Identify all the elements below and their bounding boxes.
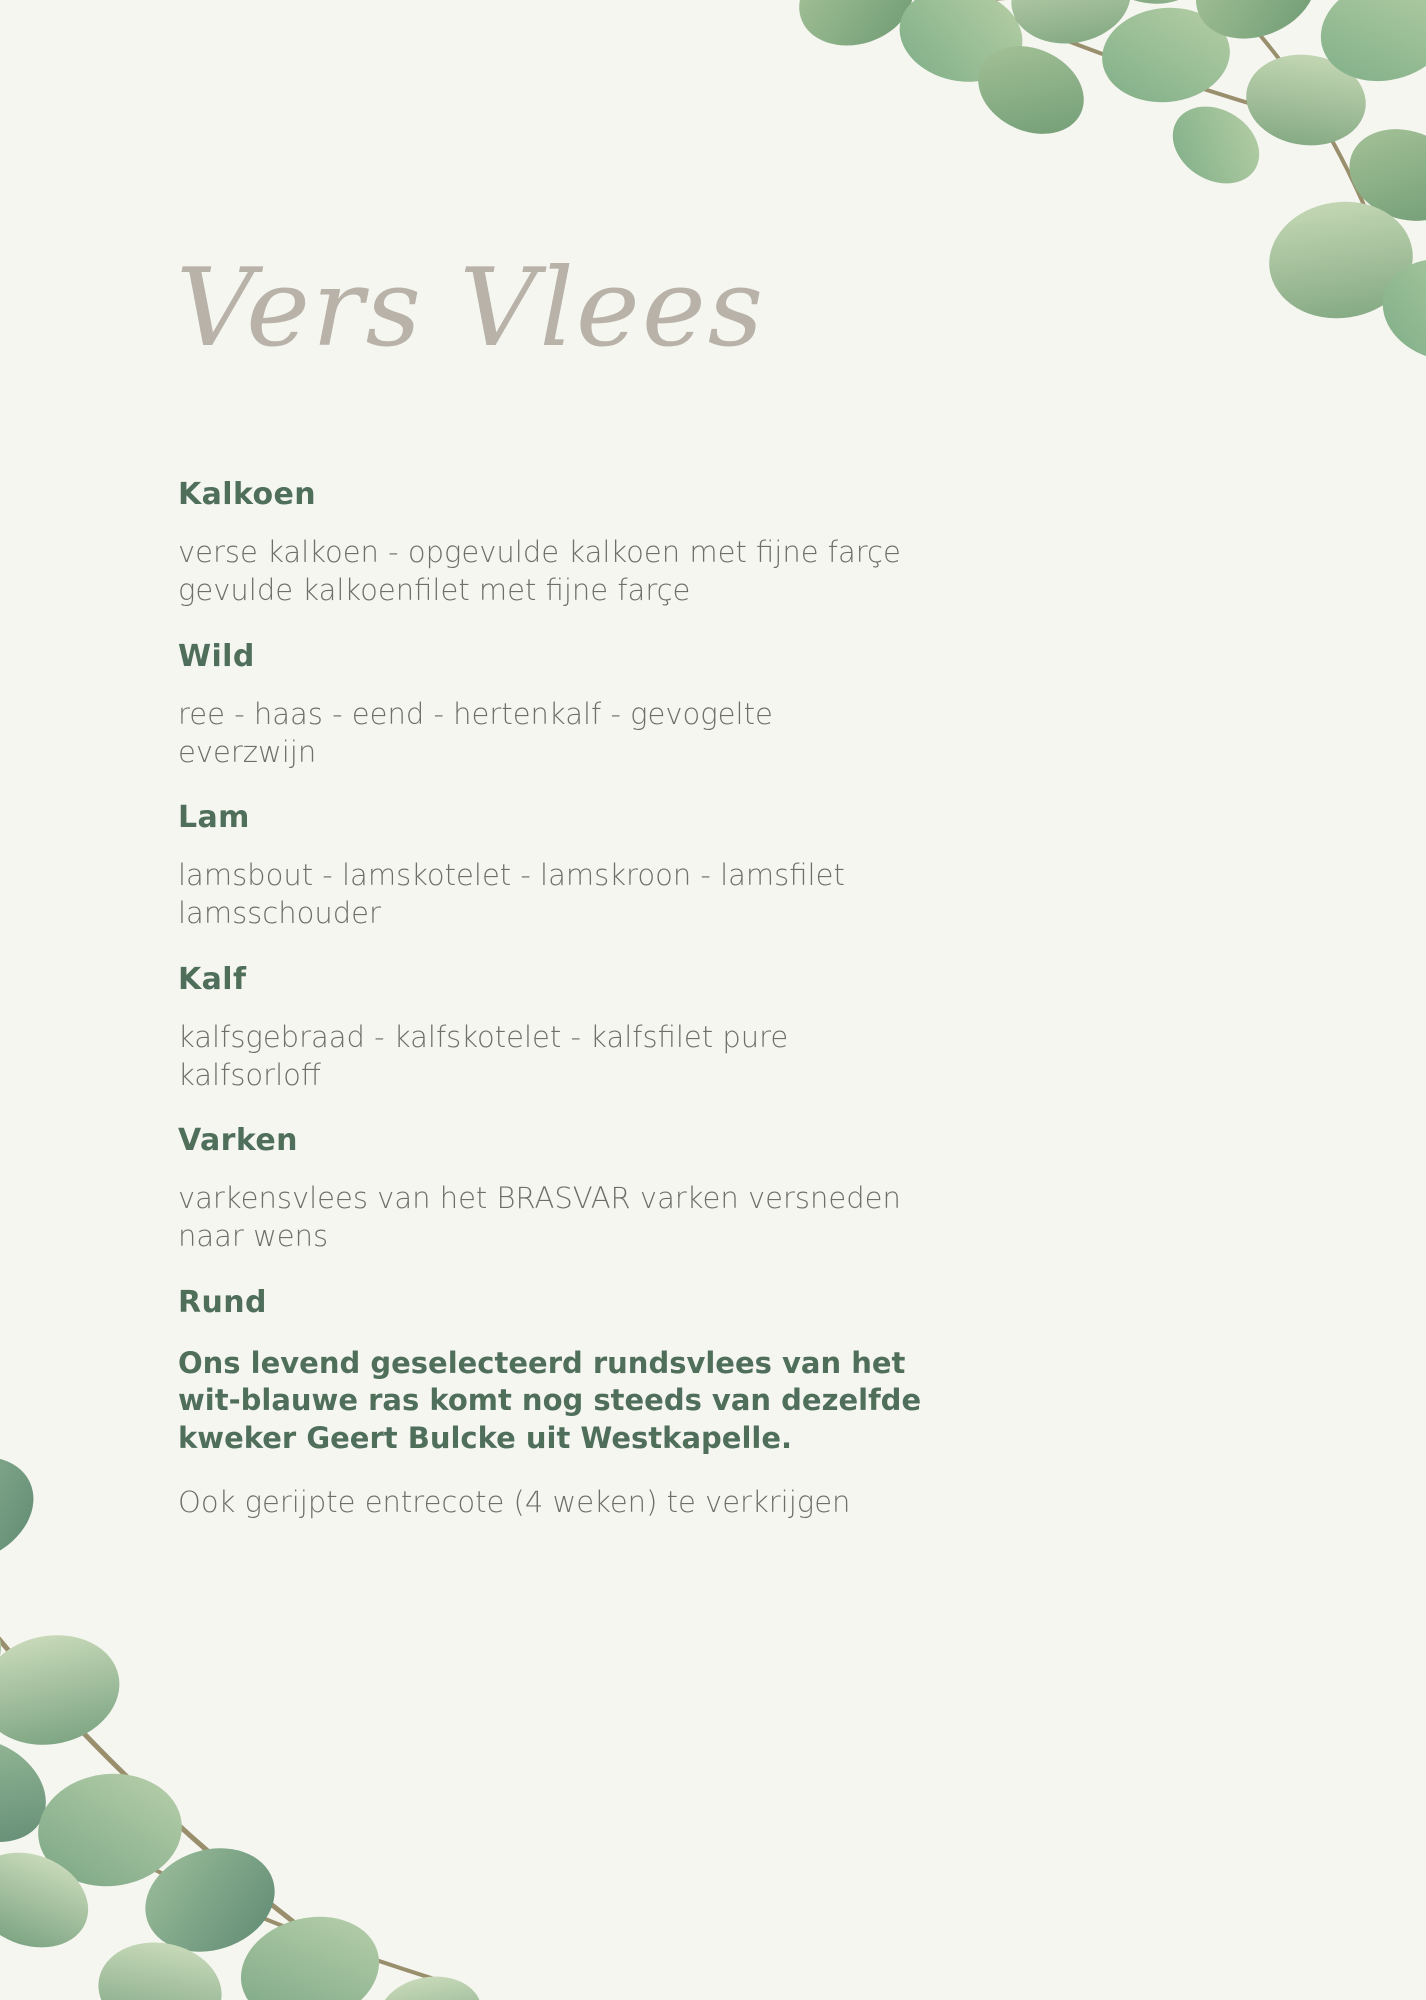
highlight-line: wit-blauwe ras komt nog steeds van dezelfde: [178, 1383, 922, 1418]
eucalyptus-branch-icon: [786, 0, 1426, 480]
section-heading-wild: Wild: [178, 638, 255, 674]
rund-highlight-text: [178, 1345, 1188, 1458]
section-body-wild: [178, 695, 1188, 772]
menu-section-varken: [178, 1124, 1188, 1256]
section-heading-rund: Rund: [178, 1284, 267, 1320]
page-title: Vers Vlees: [176, 246, 766, 372]
menu-section-kalf: [178, 963, 1188, 1095]
menu-section-lam: [178, 801, 1188, 933]
section-body-kalf: [178, 1018, 1188, 1095]
section-line: verse kalkoen - opgevulde kalkoen met fijne farçe: [178, 535, 901, 569]
section-heading-varken: Varken: [178, 1123, 298, 1159]
section-body-varken: [178, 1179, 1188, 1256]
section-body-kalkoen: [178, 533, 1188, 610]
section-line: kalfsgebraad - kalfskotelet - kalfsfilet pure: [178, 1019, 789, 1054]
section-line: gevulde kalkoenfilet met fijne farçe: [178, 573, 691, 608]
section-line: lamsschouder: [178, 896, 381, 931]
section-heading-kalf: Kalf: [178, 961, 247, 997]
menu-section-kalkoen: [178, 478, 1188, 610]
menu-section-wild: [178, 640, 1188, 772]
highlight-line: Ons levend geselecteerd rundsvlees van het: [178, 1345, 906, 1380]
menu-content: [178, 478, 1188, 1521]
section-line: ree - haas - eend - hertenkalf - gevogelte: [178, 696, 773, 731]
menu-section-rund: [178, 1286, 1188, 1522]
rund-note: Ook gerijpte entrecote (4 weken) te verkrijgen: [178, 1484, 851, 1519]
section-line: kalfsorloff: [178, 1057, 321, 1092]
highlight-line: kweker Geert Bulcke uit Westkapelle.: [178, 1421, 793, 1456]
section-line: varkensvlees van het BRASVAR varken versneden: [178, 1181, 901, 1216]
section-line: lamsbout - lamskotelet - lamskroon - lamsfilet: [178, 858, 845, 893]
section-heading-lam: Lam: [178, 800, 250, 836]
section-heading-kalkoen: Kalkoen: [178, 477, 317, 512]
section-line: naar wens: [178, 1219, 329, 1254]
section-line: everzwijn: [178, 734, 317, 769]
section-body-lam: [178, 856, 1188, 933]
